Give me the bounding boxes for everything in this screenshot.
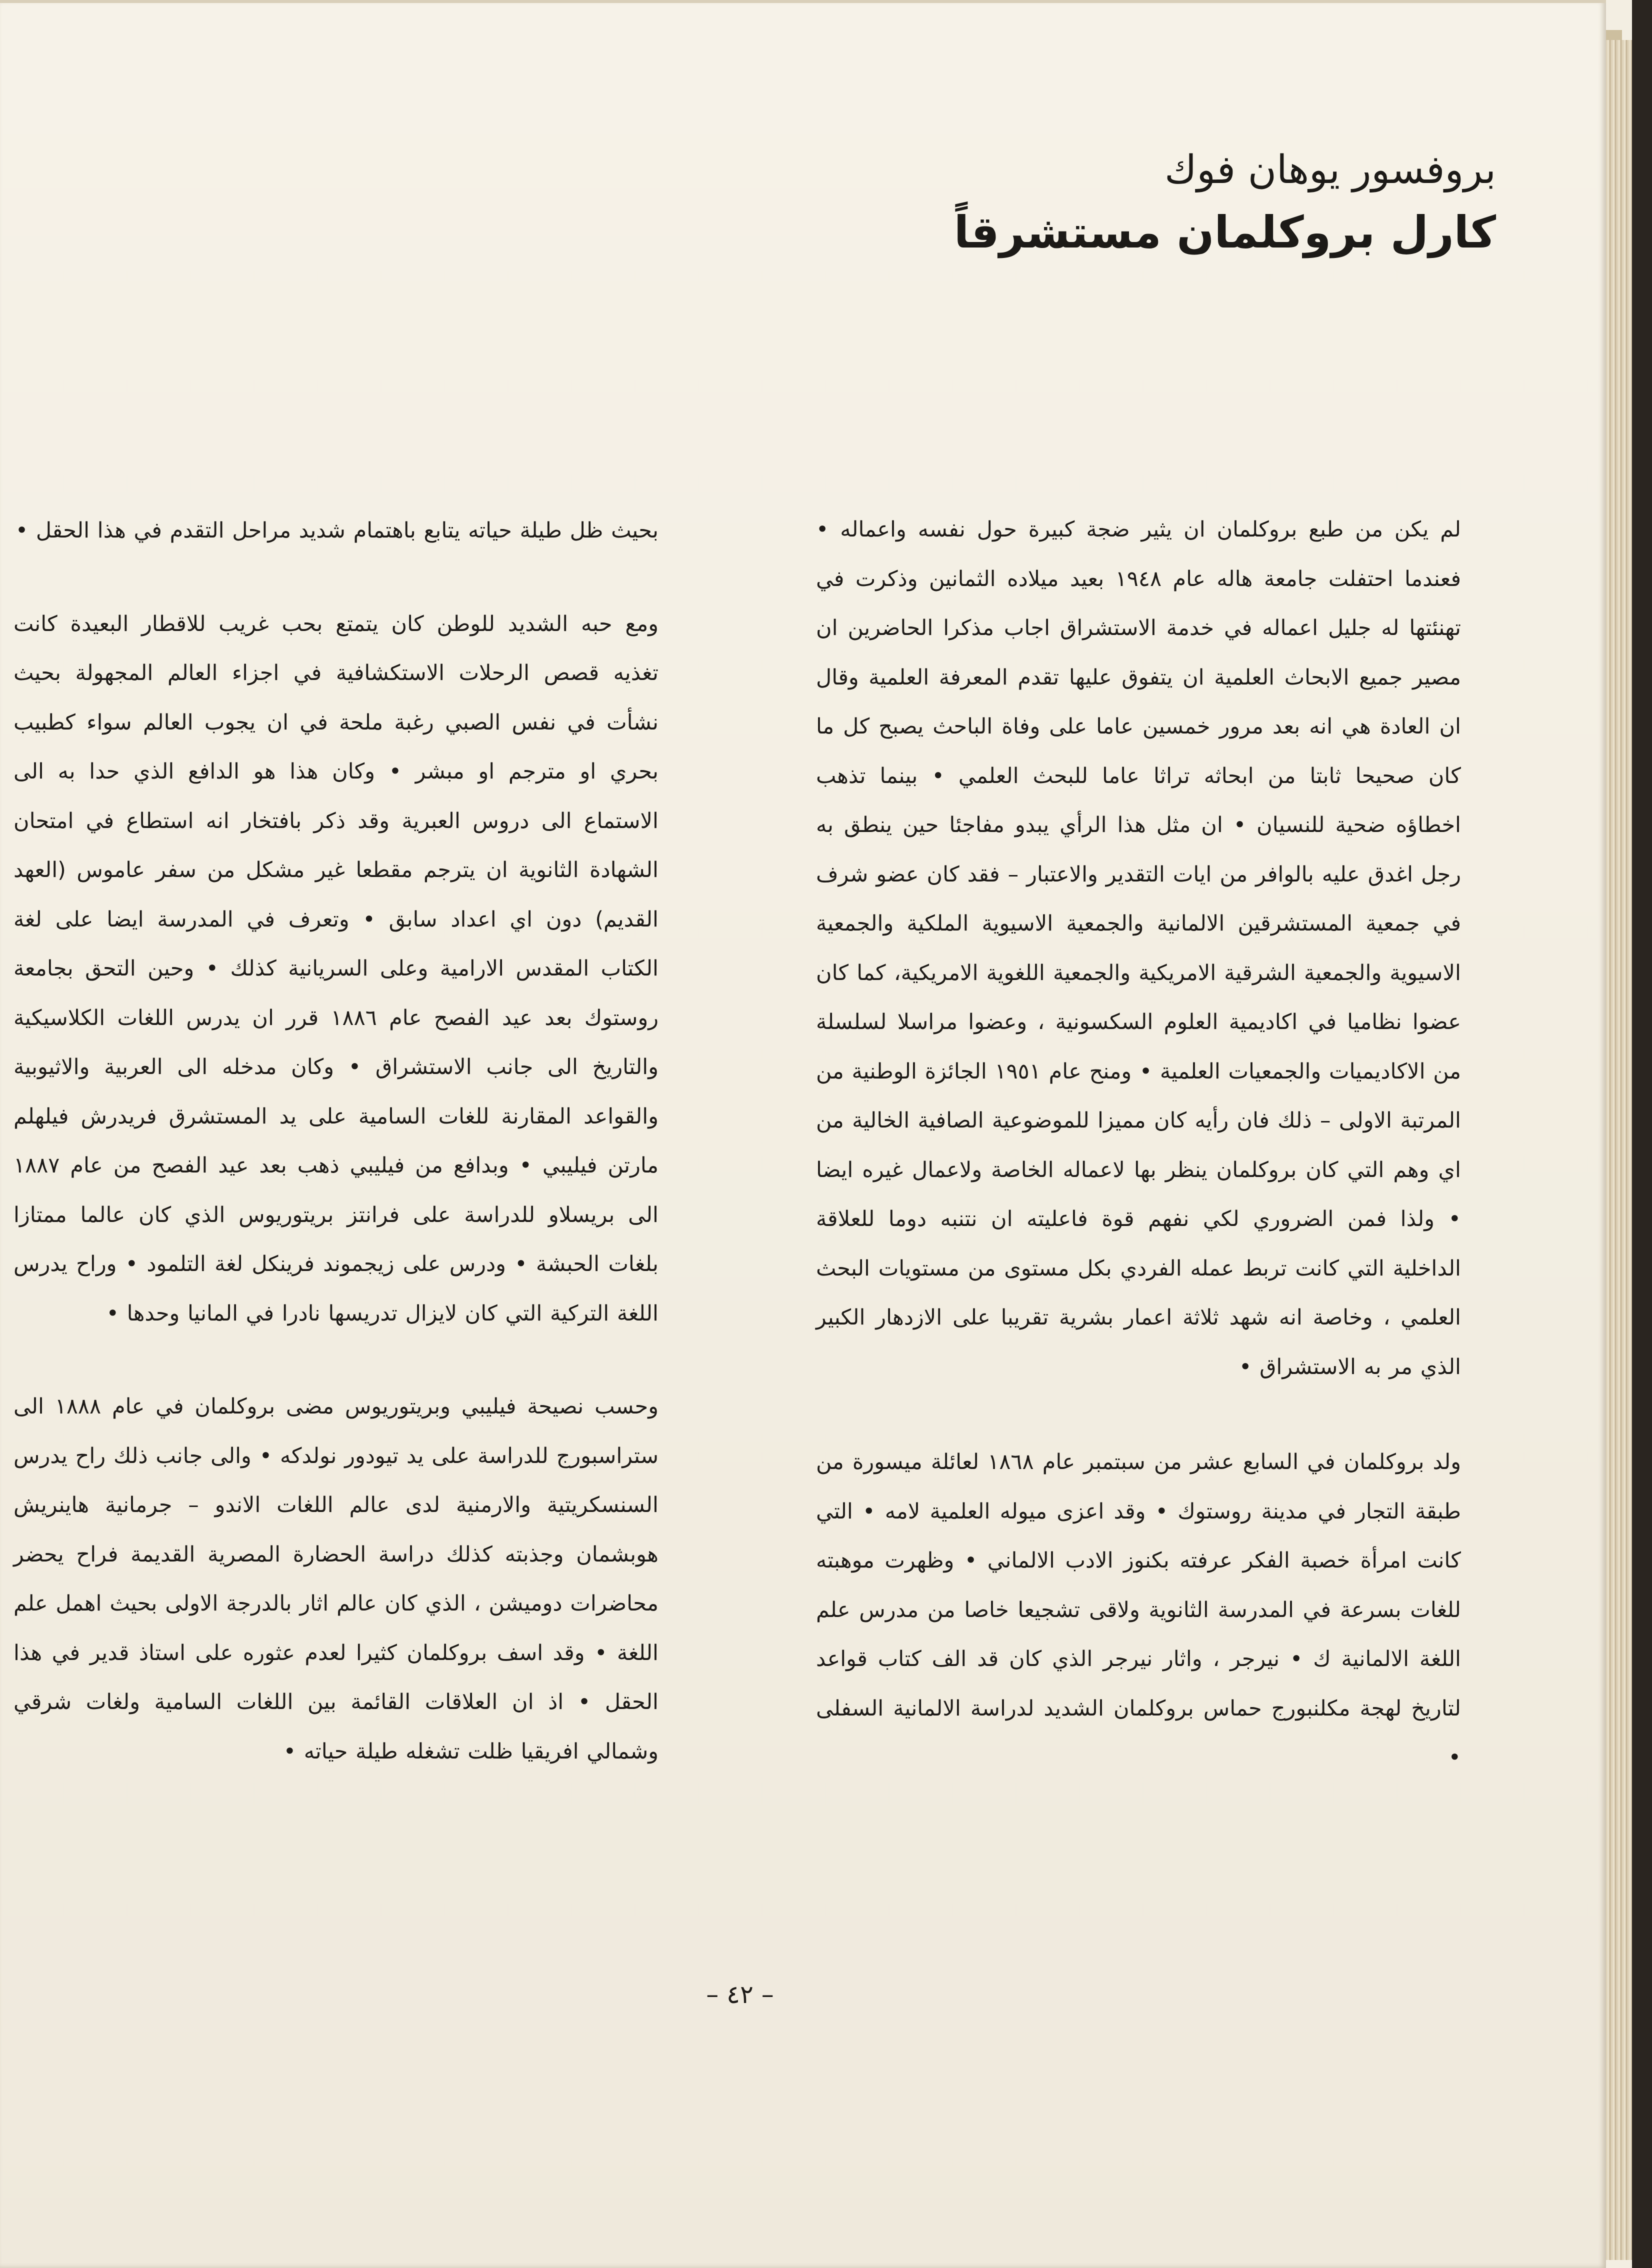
book-page-edges — [1604, 40, 1632, 2260]
right-text-column — [816, 505, 1461, 1782]
left-text-column — [14, 506, 658, 1776]
left-column-paragraph-2: ومع حبه الشديد للوطن كان يتمتع بحب غريب للاقطار البعيدة كانت تغذيه قصص الرحلات الاستكشافية في اجزاء العالم المجهولة بحيث نشأت في نفس الصبي رغبة ملحة في ان يجوب العالم سواء كطبيب بحري او مترجم او مبشر • وكان هذا هو الدافع الذي حدا به الى الاستماع الى دروس العبرية وقد ذكر بافتخار انه استطاع في امتحان الشهادة الثانوية ان يترجم مقطعا غير مشكل من سفر عاموس (العهد القديم) دون اي اعداد سابق • وتعرف في المدرسة ايضا على لغة الكتاب المقدس الارامية وعلى السريانية كذلك • وحين التحق بجامعة روستوك بعد عيد الفصح عام ١٨٨٦ قرر ان يدرس اللغات الكلاسيكية والتاريخ الى جانب الاستشراق • وكان مدخله الى العربية والاثيوبية والقواعد المقارنة للغات السامية على يد المستشرق فريدرش فيلهلم مارتن فيليبي • وبدافع من فيليبي ذهب بعد عيد الفصح من عام ١٨٨٧ الى بريسلاو للدراسة على فرانتز بريتوريوس الذي كان عالما ممتازا بلغات الحبشة • ودرس على زيجموند فرينكل لغة التلمود • وراح يدرس اللغة التركية التي كان لايزال تدريسها نادرا في المانيا وحدها • — [14, 611, 658, 1326]
scanner-background — [1632, 0, 1652, 2268]
page-number: – ٤٢ – — [706, 1980, 774, 2009]
left-column-paragraph-3: وحسب نصيحة فيليبي وبريتوريوس مضى بروكلمان في عام ١٨٨٨ الى ستراسبورج للدراسة على يد تيودور نولدكه • والى جانب ذلك راح يدرس السنسكريتية والارمنية لدى عالم اللغات الاندو – جرمانية هاينريش هوبشمان وجذبته كذلك دراسة الحضارة المصرية القديمة فراح يحضر محاضرات دوميشن ، الذي كان عالم اثار بالدرجة الاولى بحيث اهمل علم اللغة • وقد اسف بروكلمان كثيرا لعدم عثوره على استاذ قدير في هذا الحقل • اذ ان العلاقات القائمة بين اللغات السامية ولغات شرقي وشمالي افريقيا ظلت تشغله طيلة حياته • — [14, 1394, 659, 1764]
article-header — [796, 140, 1496, 265]
article-title: كارل بروكلمان مستشرقاً — [954, 206, 1496, 258]
right-column-paragraph-1: لم يكن من طبع بروكلمان ان يثير ضجة كبيرة حول نفسه واعماله • فعندما احتفلت جامعة هاله عام ١٩٤٨ بعيد ميلاده الثمانين وذكرت في تهنئتها له جليل اعماله في خدمة الاستشراق اجاب مذكرا الحاضرين ان مصير جميع الابحاث العلمية ان يتفوق عليها تقدم المعرفة العلمية وقال ان العادة هي انه بعد مرور خمسين عاما على وفاة الباحث يصبح كل ما كان صحيحا ثابتا من ابحاثه تراثا عاما للبحث العلمي • بينما تذهب اخطاؤه ضحية للنسيان • ان مثل هذا الرأي يبدو مفاجئا حين ينطق به رجل اغدق عليه بالوافر من ايات التقدير والاعتبار – فقد كان عضو شرف في جمعية المستشرقين الالمانية والجمعية الاسيوية الملكية والجمعية الاسيوية والجمعية الشرقية الامريكية والجمعية اللغوية الامريكية، كما كان عضوا نظاميا في اكاديمية العلوم السكسونية ، وعضوا مراسلا لسلسلة من الاكاديميات والجمعيات العلمية • ومنح عام ١٩٥١ الجائزة الوطنية من المرتبة الاولى – ذلك فان رأيه كان مميزا للموضوعية الصافية الخالية من اي وهم التي كان بروكلمان ينظر بها لاعماله الخاصة ولاعمال غيره ايضا • ولذا فمن الضروري لكي نفهم قوة فاعليته ان نتنبه دوما للعلاقة الداخلية التي كانت تربط عمله الفردي بكل مستوى من مستويات البحث العلمي ، وخاصة انه شهد ثلاثة اعمار بشرية تقريبا على الازدهار الكبير الذي مر به الاستشراق • — [816, 517, 1462, 1380]
article-author: بروفسور يوهان فوك — [1164, 148, 1496, 192]
right-column-paragraph-2: ولد بروكلمان في السابع عشر من سبتمبر عام ١٨٦٨ لعائلة ميسورة من طبقة التجار في مدينة روستوك • وقد اعزى ميوله العلمية لامه • التي كانت امرأة خصبة الفكر عرفته بكنوز الادب الالماني • وظهرت موهبته للغات بسرعة في المدرسة الثانوية ولاقى تشجيعا خاصا من مدرس علم اللغة الالمانية ك • نيرجر ، واثار نيرجر الذي كان قد الف كتاب قواعد لتاريخ لهجة مكلنبورج حماس بروكلمان الشديد لدراسة الالمانية السفلى • — [816, 1450, 1461, 1770]
page-top-edge — [0, 0, 1606, 3]
left-column-paragraph-1: بحيث ظل طيلة حياته يتابع باهتمام شديد مراحل التقدم في هذا الحقل • — [15, 518, 658, 543]
